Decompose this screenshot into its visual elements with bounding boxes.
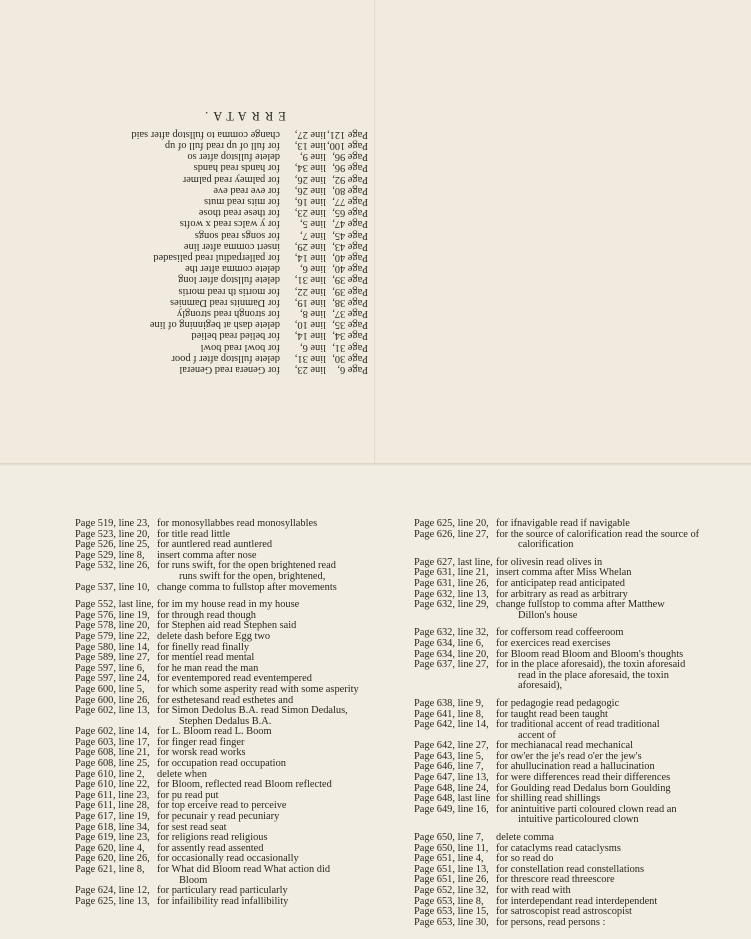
correction-text: insert comma after nose: [157, 549, 257, 561]
errata-entry-continuation: [414, 611, 704, 622]
page-line-ref: Page 634, line 6,: [414, 637, 484, 649]
page-line-ref: Page 626, line 27,: [414, 528, 489, 540]
page-line-ref: Page 627, last line,: [414, 556, 493, 568]
page-line-ref: Page 648, last line: [414, 793, 491, 805]
page-line-ref: Page 610, line 22,: [75, 779, 150, 791]
correction-text: for ifnavigable read if navigable: [496, 518, 630, 529]
errata-entry: [75, 583, 365, 594]
errata-title: ERRATA.: [200, 109, 286, 123]
inverted-line-ref: line 31,: [294, 274, 326, 286]
page-line-ref: Page 617, line 19,: [75, 811, 150, 823]
correction-text: for top erceive read to perceive: [157, 800, 287, 812]
page-line-ref: Page 597, line 6,: [75, 662, 145, 674]
horizontal-fold: [0, 463, 751, 466]
inverted-page-ref: Page 6,: [337, 364, 368, 375]
errata-entry: [414, 519, 704, 530]
indent-spacer: [414, 815, 496, 826]
inverted-errata-entry: [108, 364, 368, 375]
page-line-ref: Page 634, line 20,: [414, 648, 489, 660]
page-line-ref: Page 638, line 9,: [414, 697, 484, 709]
inverted-line-ref: line 5,: [300, 218, 326, 230]
errata-entry: [75, 632, 365, 643]
inverted-errata-entry: [108, 241, 368, 252]
correction-text: for title read little: [157, 528, 230, 540]
inverted-page-ref: Page 43,: [332, 240, 368, 252]
page-line-ref: Page 631, line 21,: [414, 567, 489, 579]
correction-text: for Goulding read Dedalus born Goulding: [496, 782, 671, 794]
correction-text: for Bloom, reflected read Bloom reflected: [157, 779, 332, 791]
inverted-line-ref: line 8,: [300, 307, 326, 319]
errata-entry: [75, 685, 365, 696]
errata-column-right: [414, 519, 704, 928]
inverted-line-ref: line 14,: [294, 251, 326, 263]
correction-text: for pu read put: [157, 789, 219, 801]
inverted-errata-entry: [108, 185, 368, 196]
correction-continuation: calorification: [518, 539, 574, 551]
correction-text: for Stephen aid read Stephen said: [157, 620, 297, 632]
page-line-ref: Page 650, line 11,: [414, 842, 489, 854]
correction-text: for L. Bloom read L. Boom: [157, 726, 272, 738]
correction-text: for mechianacal read mechanical: [496, 740, 634, 752]
errata-entry: [414, 720, 704, 731]
inverted-errata-entry: [108, 140, 368, 151]
correction-continuation: read in the place aforesaid, the toxin aforesaid),: [518, 669, 669, 692]
errata-entry-continuation: [414, 671, 704, 692]
errata-entry: [414, 918, 704, 929]
correction-text: for mentiel read mental: [157, 652, 255, 664]
inverted-page-ref: Page 31,: [332, 341, 368, 353]
inverted-line-ref: line 9,: [300, 151, 326, 163]
page-line-ref: Page 650, line 7,: [414, 832, 484, 844]
page-line-ref: Page 619, line 23,: [75, 832, 150, 844]
page-line-ref: Page 631, line 26,: [414, 577, 489, 589]
correction-text: delete when: [157, 768, 207, 780]
inverted-page-ref: Page 45,: [332, 229, 368, 241]
correction-text: for pedagogie read pedagogic: [496, 697, 620, 709]
page-line-ref: Page 610, line 2,: [75, 768, 145, 780]
inverted-correction-text: for songs read songs: [194, 229, 280, 241]
page-line-ref: Page 653, line 30,: [414, 916, 489, 928]
inverted-errata-entry: [108, 129, 368, 140]
page-line-ref: Page 519, line 23,: [75, 518, 150, 529]
inverted-correction-text: insert comma after line: [183, 240, 280, 252]
inverted-errata-entry: [108, 151, 368, 162]
correction-continuation: accent of: [518, 729, 556, 741]
page-line-ref: Page 529, line 8,: [75, 549, 145, 561]
page-line-ref: Page 646, line 7,: [414, 761, 484, 773]
correction-text: for satroscopist read astroscopist: [496, 906, 632, 918]
inverted-line-ref: line 7,: [300, 229, 326, 241]
correction-text: for persons, read persons :: [496, 916, 606, 928]
correction-continuation: Dillon's house: [518, 609, 578, 621]
inverted-correction-text: delete fullstop after long: [178, 274, 280, 286]
page-line-ref: Page 523, line 20,: [75, 528, 150, 540]
page-line-ref: Page 620, line 26,: [75, 853, 150, 865]
inverted-line-ref: line 6,: [300, 263, 326, 275]
inverted-correction-text: for eve read eve: [213, 184, 280, 196]
inverted-page-ref: Page 30,: [332, 352, 368, 364]
page-line-ref: Page 624, line 12,: [75, 885, 150, 897]
errata-entry: [414, 639, 704, 650]
inverted-correction-text: for bowl read bowl: [200, 341, 280, 353]
inverted-page-ref: Page 34,: [332, 330, 368, 342]
correction-text: for worsk read works: [157, 747, 246, 759]
correction-text: for which some asperity read with some asperity: [157, 683, 359, 695]
correction-text: delete dash before Egg two: [157, 630, 271, 642]
indent-spacer: [414, 671, 496, 692]
correction-text: for olivesin read olives in: [496, 556, 603, 568]
correction-text: for Bloom read Bloom and Bloom's thoughts: [496, 648, 684, 660]
page-line-ref: Page 603, line 17,: [75, 736, 150, 748]
page-line-ref: Page 578, line 20,: [75, 620, 150, 632]
page-line-ref: Page 589, line 27,: [75, 652, 150, 664]
page-line-ref: Page 611, line 28,: [75, 800, 150, 812]
correction-text: for finger read finger: [157, 736, 245, 748]
page-line-ref: Page 580, line 14,: [75, 641, 150, 653]
inverted-errata-entry: [108, 353, 368, 364]
errata-entry: [414, 579, 704, 590]
inverted-errata-entry: [108, 274, 368, 285]
inverted-errata-entry: [108, 308, 368, 319]
correction-text: for particulary read particularly: [157, 885, 288, 897]
correction-text: for were differences read their differences: [496, 772, 671, 784]
inverted-page-ref: Page 39,: [332, 274, 368, 286]
page-line-ref: Page 608, line 21,: [75, 747, 150, 759]
page-line-ref: Page 611, line 23,: [75, 789, 150, 801]
inverted-correction-text: for mits read muts: [204, 195, 280, 207]
inverted-errata-entry: [108, 341, 368, 352]
inverted-line-ref: line 34,: [294, 162, 326, 174]
inverted-correction-text: for hands read hands: [193, 162, 280, 174]
inverted-page-ref: Page 77,: [332, 195, 368, 207]
page-line-ref: Page 652, line 32,: [414, 885, 489, 896]
correction-text: change fullstop to comma after Matthew: [496, 599, 665, 611]
correction-text: for assently read assented: [157, 842, 264, 854]
page-line-ref: Page 649, line 16,: [414, 803, 489, 815]
inverted-errata-entry: [108, 263, 368, 274]
inverted-line-ref: line 14,: [294, 330, 326, 342]
correction-continuation: Bloom: [179, 874, 208, 886]
inverted-correction-text: for mortis th read mortis: [178, 285, 280, 297]
page-line-ref: Page 552, last line,: [75, 599, 154, 611]
correction-text: for interdependant read interdependent: [496, 895, 658, 907]
inverted-correction-text: for y walcs read x wofts: [179, 218, 280, 230]
correction-text: for he man read the man: [157, 662, 259, 674]
correction-text: for in the place aforesaid), the toxin aforesaid: [496, 659, 686, 671]
inverted-correction-text: for palmey read palmer: [182, 173, 280, 185]
page-line-ref: Page 625, line 13,: [75, 895, 150, 907]
errata-entry: [75, 865, 365, 876]
correction-text: for pecunair y read pecuniary: [157, 811, 280, 823]
correction-text: for exercices read exercises: [496, 637, 611, 649]
inverted-errata-entry: [108, 285, 368, 296]
page-line-ref: Page 642, line 14,: [414, 719, 489, 731]
page-line-ref: Page 642, line 27,: [414, 740, 489, 752]
correction-text: for shilling read shillings: [496, 793, 601, 805]
page-line-ref: Page 641, line 8,: [414, 708, 484, 720]
inverted-page-ref: Page 100,: [327, 139, 368, 151]
inverted-page-ref: Page 40,: [332, 263, 368, 275]
page-line-ref: Page 648, line 24,: [414, 782, 489, 794]
page-line-ref: Page 651, line 13,: [414, 863, 489, 875]
inverted-line-ref: line 23,: [294, 364, 326, 375]
inverted-page-ref: Page 96,: [332, 151, 368, 163]
inverted-line-ref: line 16,: [294, 195, 326, 207]
inverted-page-ref: Page 47,: [332, 218, 368, 230]
page-line-ref: Page 600, line 5,: [75, 683, 145, 695]
errata-entry: [75, 897, 365, 908]
indent-spacer: [414, 611, 496, 622]
page-line-ref: Page 651, line 4,: [414, 853, 484, 865]
errata-entry: [75, 519, 365, 530]
page-line-ref: Page 602, line 14,: [75, 726, 150, 738]
inverted-errata-entry: [108, 229, 368, 240]
inverted-line-ref: line 23,: [294, 207, 326, 219]
page-line-ref: Page 526, line 25,: [75, 539, 150, 551]
inverted-correction-text: change comma to fullstop after said: [131, 128, 280, 140]
correction-text: change comma to fullstop after movements: [157, 581, 337, 593]
page-line-ref: Page 597, line 24,: [75, 673, 150, 685]
indent-spacer: [75, 572, 157, 583]
correction-text: for Simon Dedolus B.A. read Simon Dedalus,: [157, 705, 348, 717]
inverted-errata-entry: [108, 173, 368, 184]
correction-continuation: runs swift for the open, brightened,: [179, 570, 326, 582]
correction-text: for with read with: [496, 885, 571, 896]
correction-text: for taught read been taught: [496, 708, 608, 720]
inverted-page-ref: Page 65,: [332, 207, 368, 219]
correction-text: for esthetesand read esthetes and: [157, 694, 294, 706]
correction-text: for monosyllabbes read monosyllables: [157, 518, 318, 529]
inverted-correction-text: delete fullstop after f poor: [171, 352, 280, 364]
page-line-ref: Page 632, line 13,: [414, 588, 489, 600]
correction-text: for occasionally read occasionally: [157, 853, 299, 865]
correction-text: for so read do: [496, 853, 554, 865]
inverted-errata-entry: [108, 218, 368, 229]
inverted-errata-entry: [108, 319, 368, 330]
inverted-page-ref: Page 35,: [332, 319, 368, 331]
inverted-page-ref: Page 80,: [332, 184, 368, 196]
inverted-line-ref: line 26,: [294, 184, 326, 196]
errata-entry-continuation: [75, 572, 365, 583]
inverted-line-ref: line 6,: [300, 341, 326, 353]
correction-text: for coffersom read coffeeroom: [496, 627, 624, 639]
correction-text: for constellation read constellations: [496, 863, 645, 875]
correction-text: for religions read religious: [157, 832, 268, 844]
inverted-correction-text: delete comma after the: [185, 263, 280, 275]
correction-text: for traditional accent of read traditional: [496, 719, 660, 731]
inverted-correction-text: for full of up read full of up: [164, 139, 280, 151]
correction-text: for ow'er the je's read o'er the jew's: [496, 750, 642, 762]
correction-text: for ahullucination read a hallucination: [496, 761, 655, 773]
page-line-ref: Page 532, line 26,: [75, 560, 150, 572]
inverted-page-ref: Page 121,: [327, 128, 368, 140]
inverted-correction-text: for Genera read General: [179, 364, 280, 375]
inverted-line-ref: line 13,: [294, 139, 326, 151]
inverted-correction-text: delete fullstop after so: [187, 151, 280, 163]
inverted-page-ref: Page 37,: [332, 307, 368, 319]
page-line-ref: Page 653, line 8,: [414, 895, 484, 907]
inverted-errata-list: [108, 129, 368, 375]
correction-text: for cataclyms read cataclysms: [496, 842, 621, 854]
correction-text: for the source of calorification read the source of: [496, 528, 700, 540]
page-line-ref: Page 637, line 27,: [414, 659, 489, 671]
correction-text: for infailibility read infallibility: [157, 895, 289, 907]
correction-text: for auntlered read auntlered: [157, 539, 273, 551]
vertical-fold: [374, 0, 376, 465]
inverted-line-ref: line 10,: [294, 319, 326, 331]
inverted-line-ref: line 29,: [294, 240, 326, 252]
page-line-ref: Page 647, line 13,: [414, 772, 489, 784]
inverted-correction-text: for strongh read strongly: [176, 307, 280, 319]
page-line-ref: Page 600, line 26,: [75, 694, 150, 706]
page-line-ref: Page 576, line 19,: [75, 609, 150, 621]
correction-text: for threscore read threescore: [496, 874, 615, 886]
correction-continuation: intuitive particoloured clown: [518, 814, 639, 826]
page-line-ref: Page 632, line 29,: [414, 599, 489, 611]
correction-text: insert comma after Miss Whelan: [496, 567, 632, 579]
inverted-line-ref: line 27,: [294, 128, 326, 140]
correction-continuation: Stephen Dedalus B.A.: [179, 715, 272, 727]
inverted-errata-entry: [108, 162, 368, 173]
inverted-errata-entry: [108, 330, 368, 341]
correction-text: for runs swift, for the open brightened read: [157, 560, 336, 572]
inverted-line-ref: line 19,: [294, 296, 326, 308]
inverted-correction-text: for pallerpadiul read palisaded: [153, 251, 280, 263]
errata-entry: [414, 699, 704, 710]
inverted-correction-text: for Damnits read Damnies: [170, 296, 280, 308]
page-line-ref: Page 608, line 25,: [75, 758, 150, 770]
inverted-line-ref: line 26,: [294, 173, 326, 185]
inverted-correction-text: for these read those: [198, 207, 280, 219]
inverted-errata-entry: [108, 252, 368, 263]
page-line-ref: Page 632, line 32,: [414, 627, 489, 639]
correction-text: for through read though: [157, 609, 256, 621]
inverted-line-ref: line 31,: [294, 352, 326, 364]
page-line-ref: Page 618, line 34,: [75, 821, 150, 833]
errata-entry-continuation: [414, 815, 704, 826]
correction-text: for anintuitive parti coloured clown read an: [496, 803, 677, 815]
page-line-ref: Page 643, line 5,: [414, 750, 484, 762]
errata-entry: [414, 886, 704, 897]
inverted-column: [108, 129, 368, 375]
page-line-ref: Page 625, line 20,: [414, 518, 489, 529]
inverted-errata-block: [112, 75, 374, 375]
correction-text: delete comma: [496, 832, 554, 844]
inverted-page-ref: Page 92,: [332, 173, 368, 185]
inverted-line-ref: line 22,: [294, 285, 326, 297]
errata-entry-continuation: [414, 540, 704, 551]
inverted-page-ref: Page 38,: [332, 296, 368, 308]
page-line-ref: Page 579, line 22,: [75, 630, 150, 642]
inverted-page-ref: Page 39,: [332, 285, 368, 297]
correction-text: for arbitrary as read as arbitrary: [496, 588, 628, 600]
inverted-page-ref: Page 40,: [332, 251, 368, 263]
page-line-ref: Page 602, line 13,: [75, 705, 150, 717]
page-line-ref: Page 653, line 15,: [414, 906, 489, 918]
inverted-errata-entry: [108, 297, 368, 308]
inverted-correction-text: for belied read belied: [191, 330, 280, 342]
correction-text: for eventempored read eventempered: [157, 673, 312, 685]
page-line-ref: Page 537, line 10,: [75, 581, 150, 593]
page-line-ref: Page 651, line 26,: [414, 874, 489, 886]
correction-text: for anticipatep read anticipated: [496, 577, 625, 589]
correction-text: for sest read seat: [157, 821, 227, 833]
correction-text: for im my house read in my house: [157, 599, 300, 611]
errata-column-left: [75, 519, 365, 907]
inverted-page-ref: Page 96,: [332, 162, 368, 174]
inverted-errata-entry: [108, 196, 368, 207]
inverted-correction-text: delete dash at beginning of line: [149, 319, 280, 331]
inverted-errata-entry: [108, 207, 368, 218]
correction-text: for occupation read occupation: [157, 758, 286, 770]
correction-text: for finelly read finally: [157, 641, 250, 653]
page-line-ref: Page 621, line 8,: [75, 864, 145, 875]
correction-text: for What did Bloom read What action did: [157, 864, 331, 875]
page-line-ref: Page 620, line 4,: [75, 842, 145, 854]
indent-spacer: [414, 540, 496, 551]
